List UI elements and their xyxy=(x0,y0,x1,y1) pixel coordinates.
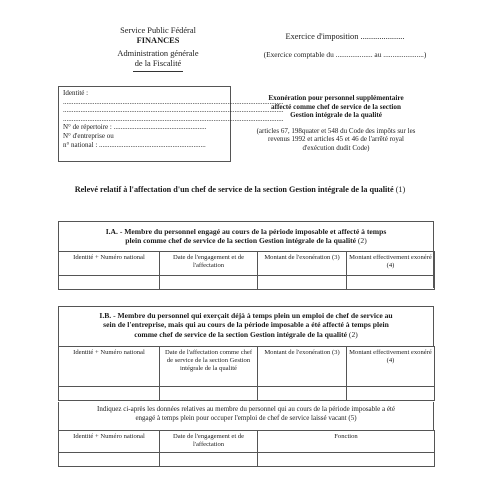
section-ib-title-2: sein de l'entreprise, mais qui au cours de la période imposable a été affecté à temps plein xyxy=(103,320,389,330)
exoneration-block xyxy=(238,94,434,153)
section-ia-title-2: plein comme chef de service de la section Gestion intégrale de la qualité xyxy=(125,236,356,246)
header-right xyxy=(232,32,458,60)
ia-col-exonerated: Montant effectivement exonéré (4) xyxy=(347,252,435,276)
ib-cell-date[interactable] xyxy=(160,387,258,401)
repertoire-number: N° de répertoire : ..................................................... xyxy=(63,123,207,132)
section-ib-title-3: comme chef de service de la section Gestion intégrale de la qualité xyxy=(134,329,348,339)
ia-col-amount: Montant de l'exonération (3) xyxy=(258,252,347,276)
ib-cell-identity[interactable] xyxy=(59,387,160,401)
section-ib-title-3-row xyxy=(59,330,433,339)
exoneration-title-2: affecté comme chef de service de la section xyxy=(271,102,401,111)
identity-dots-3: .............................................................................................................................. xyxy=(63,114,284,123)
replacement-table xyxy=(58,430,435,467)
section-ia-title-2-row xyxy=(59,236,433,245)
exoneration-note-1: (articles 67, 198quater et 548 du Code des impôts sur les xyxy=(256,126,416,135)
ia-cell-exonerated[interactable] xyxy=(347,276,435,290)
rep-cell-date[interactable] xyxy=(160,453,258,467)
main-title-note: (1) xyxy=(395,185,406,194)
org-administration: Administration générale xyxy=(117,49,199,58)
section-ib-table xyxy=(58,346,435,401)
rep-col-date: Date de l'engagement et de l'affectation xyxy=(160,431,258,453)
header-left xyxy=(88,26,228,72)
ia-cell-date[interactable] xyxy=(160,276,258,290)
national-number: n° national : ............................................................. xyxy=(63,140,206,149)
exoneration-title-1: Exonération pour personnel supplémentaire xyxy=(268,94,404,102)
accounting-period: (Exercice comptable du .................... au ......................) xyxy=(263,50,427,59)
enterprise-label: N° d'entreprise ou xyxy=(63,131,114,140)
rep-col-identity: Identité + Numéro national xyxy=(59,431,160,453)
ia-cell-amount[interactable] xyxy=(258,276,347,290)
rep-cell-function[interactable] xyxy=(258,453,435,467)
org-name: Service Public Fédéral xyxy=(120,26,196,35)
ia-col-identity: Identité + Numéro national xyxy=(59,252,160,276)
ib-col-amount: Montant de l'exonération (3) xyxy=(258,347,347,387)
section-ib-box xyxy=(58,306,434,346)
ib-cell-exonerated[interactable] xyxy=(347,387,435,401)
rep-col-function: Fonction xyxy=(258,431,435,453)
rep-cell-identity[interactable] xyxy=(59,453,160,467)
ib-col-identity: Identité + Numéro national xyxy=(59,347,160,387)
section-ib-title-1: I.B. - Membre du personnel qui exerçait déjà à temps plein un emploi de chef de service au xyxy=(99,311,393,320)
identity-dots-1: .............................................................................................................................. xyxy=(63,97,284,106)
replacement-box xyxy=(58,402,434,430)
section-ia-note: (2) xyxy=(357,236,367,246)
ib-cell-amount[interactable] xyxy=(258,387,347,401)
replacement-text-1: Indiquez ci-après les données relatives au membre du personnel qui au cours de la période imposable a été xyxy=(97,405,395,413)
main-title-text: Relevé relatif à l'affectation d'un chef de service de la section Gestion intégrale de la qualité xyxy=(74,185,394,194)
header-underline xyxy=(133,71,183,72)
ia-col-date: Date de l'engagement et de l'affectation xyxy=(160,252,258,276)
section-ib-note: (2) xyxy=(348,329,358,339)
identity-box xyxy=(58,86,284,162)
exoneration-title-3: Gestion intégrale de la qualité xyxy=(290,111,382,120)
main-title xyxy=(30,185,450,194)
ib-col-date: Date de l'affectation comme chef de service de la section Gestion intégrale de la qualité xyxy=(160,347,258,387)
replacement-text-2: engagé à temps plein pour occuper l'emploi de chef de service laissé vacant (5) xyxy=(135,413,357,422)
org-ministry: FINANCES xyxy=(136,36,180,45)
ib-col-exonerated: Montant effectivement exonéré (4) xyxy=(347,347,435,387)
org-department: de la Fiscalité xyxy=(134,59,182,68)
ia-cell-identity[interactable] xyxy=(59,276,160,290)
identity-label: Identité : xyxy=(63,89,89,97)
identity-dots-2: .............................................................................................................................. xyxy=(63,106,284,115)
section-ia-title-1: I.A. - Membre du personnel engagé au cours de la période imposable et affecté à temps xyxy=(105,227,387,236)
exoneration-note-2: revenus 1992 et articles 45 et 46 de l'arrêté royal xyxy=(268,135,404,144)
exoneration-note-3: d'exécution dudit Code) xyxy=(302,143,370,152)
tax-year: Exercice d'imposition ..................... xyxy=(285,32,405,41)
section-ia-table xyxy=(58,251,435,290)
